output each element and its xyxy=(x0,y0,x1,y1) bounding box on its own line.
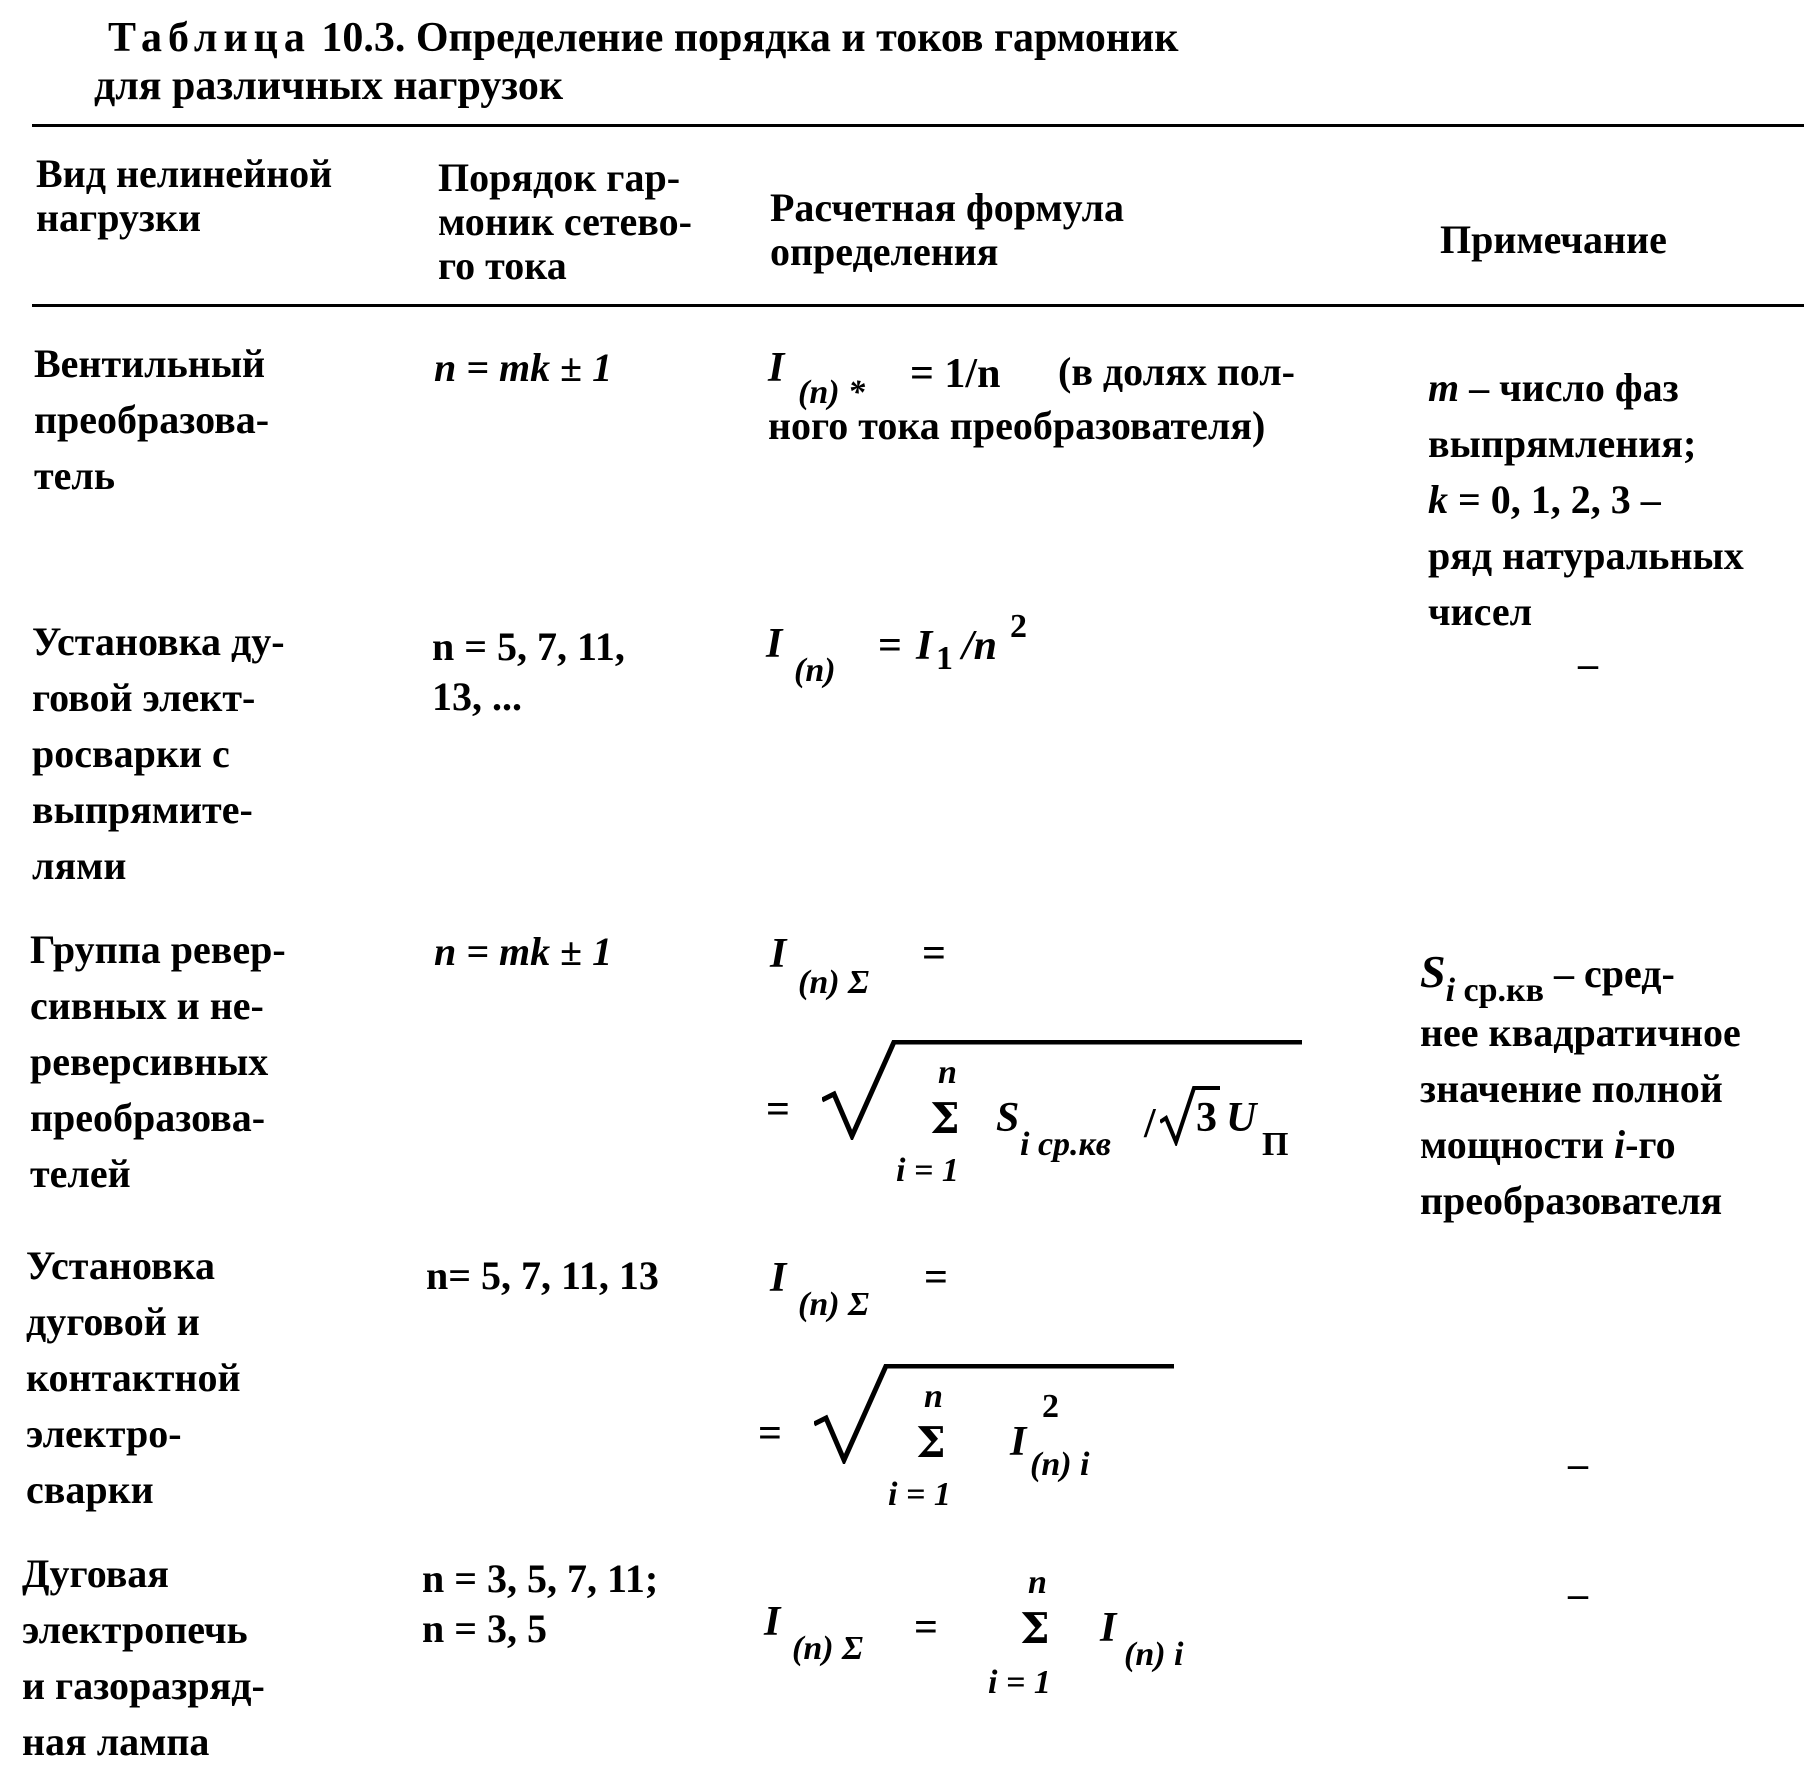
row1-note-line5: чисел xyxy=(1428,589,1533,634)
header-col-order xyxy=(438,156,692,288)
row3-note-text4b: -го xyxy=(1625,1122,1676,1167)
row3-S: S xyxy=(996,1095,1020,1141)
row3-slash: / xyxy=(1144,1101,1156,1147)
row1-formula-I: I xyxy=(768,345,785,391)
row1-note-text3: = 0, 1, 2, 3 – xyxy=(1458,477,1661,522)
row1-note-line4: ряд натуральных xyxy=(1428,533,1744,578)
row2-load-line: Установка ду- xyxy=(32,619,285,664)
header-col-formula-line1: Расчетная формула xyxy=(770,185,1125,230)
row5-load xyxy=(22,1546,265,1770)
row2-formula-I: I xyxy=(766,621,783,667)
row5-order xyxy=(422,1554,658,1654)
row1-order: n = mk ± 1 xyxy=(434,345,613,390)
header-bottom-rule xyxy=(32,304,1804,307)
row5-load-line: ная лампа xyxy=(22,1719,210,1764)
row4-load xyxy=(26,1238,241,1518)
row4-sum-top-n: n xyxy=(924,1378,943,1415)
row1-load-line: преобразова- xyxy=(34,397,270,442)
var-k: k xyxy=(1428,477,1448,522)
row4-formula-eq2: = xyxy=(758,1411,782,1457)
row3-note-S-i: i xyxy=(1445,972,1456,1009)
row2-order xyxy=(432,622,625,722)
row3-order: n = mk ± 1 xyxy=(434,929,613,974)
row3-load-line: Группа ревер- xyxy=(30,927,286,972)
row5-order-line1: n = 3, 5, 7, 11; xyxy=(422,1556,659,1601)
row4-order: n= 5, 7, 11, 13 xyxy=(426,1253,659,1298)
row1-note-line1 xyxy=(1428,360,1744,416)
header-col-order-line1: Порядок гар- xyxy=(438,155,681,200)
header-col-note-line1: Примечание xyxy=(1440,217,1667,262)
header-col-formula xyxy=(770,186,1124,274)
row3-formula-I: I xyxy=(770,931,787,977)
row3-note-line5: преобразователя xyxy=(1420,1178,1723,1223)
caption-label: Таблица xyxy=(108,15,311,61)
row3-note-line3: значение полной xyxy=(1420,1066,1723,1111)
row2-order-line1: n = 5, 7, 11, xyxy=(432,624,625,669)
row5-order-line2: n = 3, 5 xyxy=(422,1606,548,1651)
row2-note: – xyxy=(1578,641,1598,686)
header-col-load-line2: нагрузки xyxy=(36,195,202,240)
row2-formula-over-n: /n xyxy=(962,623,998,669)
row4-note: – xyxy=(1568,1441,1588,1486)
row4-sqrt-sign xyxy=(814,1364,1174,1464)
row3-U: U xyxy=(1226,1095,1257,1141)
row4-load-line: контактной xyxy=(26,1355,241,1400)
row1-note-line2: выпрямления; xyxy=(1428,421,1697,466)
row4-load-line: Установка xyxy=(26,1243,216,1288)
row5-formula-I: I xyxy=(764,1599,781,1645)
var-m: m xyxy=(1428,365,1460,410)
row4-I-sub: (n) i xyxy=(1030,1446,1090,1483)
row5-formula-eq: = xyxy=(914,1605,938,1651)
header-col-order-line2: моник сетево- xyxy=(438,199,692,244)
row2-formula-I1: I xyxy=(916,623,933,669)
row5-I-sub: (n) i xyxy=(1124,1636,1184,1673)
row1-formula xyxy=(768,344,1368,464)
row3-U-sub: П xyxy=(1262,1126,1289,1163)
header-col-formula-line2: определения xyxy=(770,229,999,274)
header-col-order-line3: го тока xyxy=(438,243,567,288)
row2-load-line: лями xyxy=(32,843,127,888)
row1-note-line3 xyxy=(1428,472,1744,528)
header-col-note xyxy=(1440,218,1667,262)
row3-formula-eq1: = xyxy=(922,931,946,977)
caption-title-line1: Определение порядка и токов гармоник xyxy=(415,15,1179,61)
row4-load-line: сварки xyxy=(26,1467,154,1512)
row2-formula-sub1: 1 xyxy=(936,640,953,677)
row3-note-var-i: i xyxy=(1613,1122,1626,1167)
row3-sum-top-n: n xyxy=(938,1054,957,1091)
row3-load-line: преобразова- xyxy=(30,1095,266,1140)
row3-sigma: Σ xyxy=(930,1094,960,1143)
row5-sum-top-n: n xyxy=(1028,1564,1047,1601)
row3-sum-bottom: i = 1 xyxy=(896,1152,959,1189)
row5-sum-bottom: i = 1 xyxy=(988,1664,1051,1701)
row1-formula-sub: (n) * xyxy=(798,374,866,411)
table-caption xyxy=(108,14,1178,62)
row4-formula-sub: (n) Σ xyxy=(798,1286,870,1323)
caption-title-line2: для различных нагрузок xyxy=(94,63,564,109)
row4-formula-I: I xyxy=(770,1255,787,1301)
row4-I-sup2: 2 xyxy=(1042,1388,1059,1425)
row3-note-S: S xyxy=(1420,946,1446,997)
row5-sigma: Σ xyxy=(1020,1604,1050,1653)
row4-formula xyxy=(756,1254,1176,1534)
row2-formula xyxy=(766,608,1086,710)
row3-formula-eq2: = xyxy=(766,1087,790,1133)
row1-load-line: тель xyxy=(34,453,115,498)
row1-formula-note-line2: ного тока преобразователя) xyxy=(768,403,1266,448)
row5-formula xyxy=(762,1564,1222,1770)
row3-note-line4 xyxy=(1420,1117,1741,1173)
row5-load-line: Дуговая xyxy=(22,1551,169,1596)
row3-formula-sub: (n) Σ xyxy=(798,964,870,1001)
row1-formula-eq: = 1/n xyxy=(910,351,1001,397)
row5-I: I xyxy=(1100,1605,1117,1651)
row4-sum-bottom: i = 1 xyxy=(888,1476,951,1513)
row5-note: – xyxy=(1568,1571,1588,1616)
row3-sqrt3-value: 3 xyxy=(1196,1095,1217,1141)
row3-load-line: сивных и не- xyxy=(30,983,264,1028)
row1-note xyxy=(1428,360,1744,640)
row2-formula-eq: = xyxy=(878,623,902,669)
header-col-load-line1: Вид нелинейной xyxy=(36,151,333,196)
row2-load-line: росварки с xyxy=(32,731,230,776)
row3-load-line: реверсивных xyxy=(30,1039,269,1084)
table-top-rule xyxy=(32,124,1804,127)
row3-note-text1: – сред- xyxy=(1554,951,1675,996)
row2-formula-sup2: 2 xyxy=(1010,608,1027,645)
row2-order-line2: 13, ... xyxy=(432,674,522,719)
row1-note-text1: – число фаз xyxy=(1469,365,1679,410)
row3-S-subtext: i ср.кв xyxy=(1020,1126,1111,1163)
row5-load-line: электропечь xyxy=(22,1607,248,1652)
row2-load xyxy=(32,614,285,894)
row3-S-sub xyxy=(1020,1126,1111,1164)
header-col-load xyxy=(36,152,332,240)
row1-load xyxy=(34,336,269,504)
row4-load-line: электро- xyxy=(26,1411,182,1456)
row2-formula-sub: (n) xyxy=(794,652,836,689)
row3-load-line: телей xyxy=(30,1151,131,1196)
row1-load-line: Вентильный xyxy=(34,341,266,386)
row3-formula xyxy=(762,930,1322,1210)
row5-formula-sub: (n) Σ xyxy=(792,1630,864,1667)
row3-note-text4a: мощности xyxy=(1420,1122,1604,1167)
row1-formula-note-line1: (в долях пол- xyxy=(1058,349,1295,394)
row3-note-line1: $S_{i ср.кв}$ – сред- xyxy=(1420,946,1675,1009)
caption-number: 10.3. xyxy=(321,15,406,61)
row4-sigma: Σ xyxy=(916,1418,946,1467)
row2-load-line: говой элект- xyxy=(32,675,256,720)
row2-load-line: выпрямите- xyxy=(32,787,253,832)
row3-note-line2: нее квадратичное xyxy=(1420,1010,1741,1055)
row3-note xyxy=(1420,944,1741,1229)
row4-formula-eq1: = xyxy=(924,1255,948,1301)
row5-load-line: и газоразряд- xyxy=(22,1663,265,1708)
row3-load xyxy=(30,922,286,1202)
row4-I: I xyxy=(1010,1419,1027,1465)
row4-load-line: дуговой и xyxy=(26,1299,200,1344)
